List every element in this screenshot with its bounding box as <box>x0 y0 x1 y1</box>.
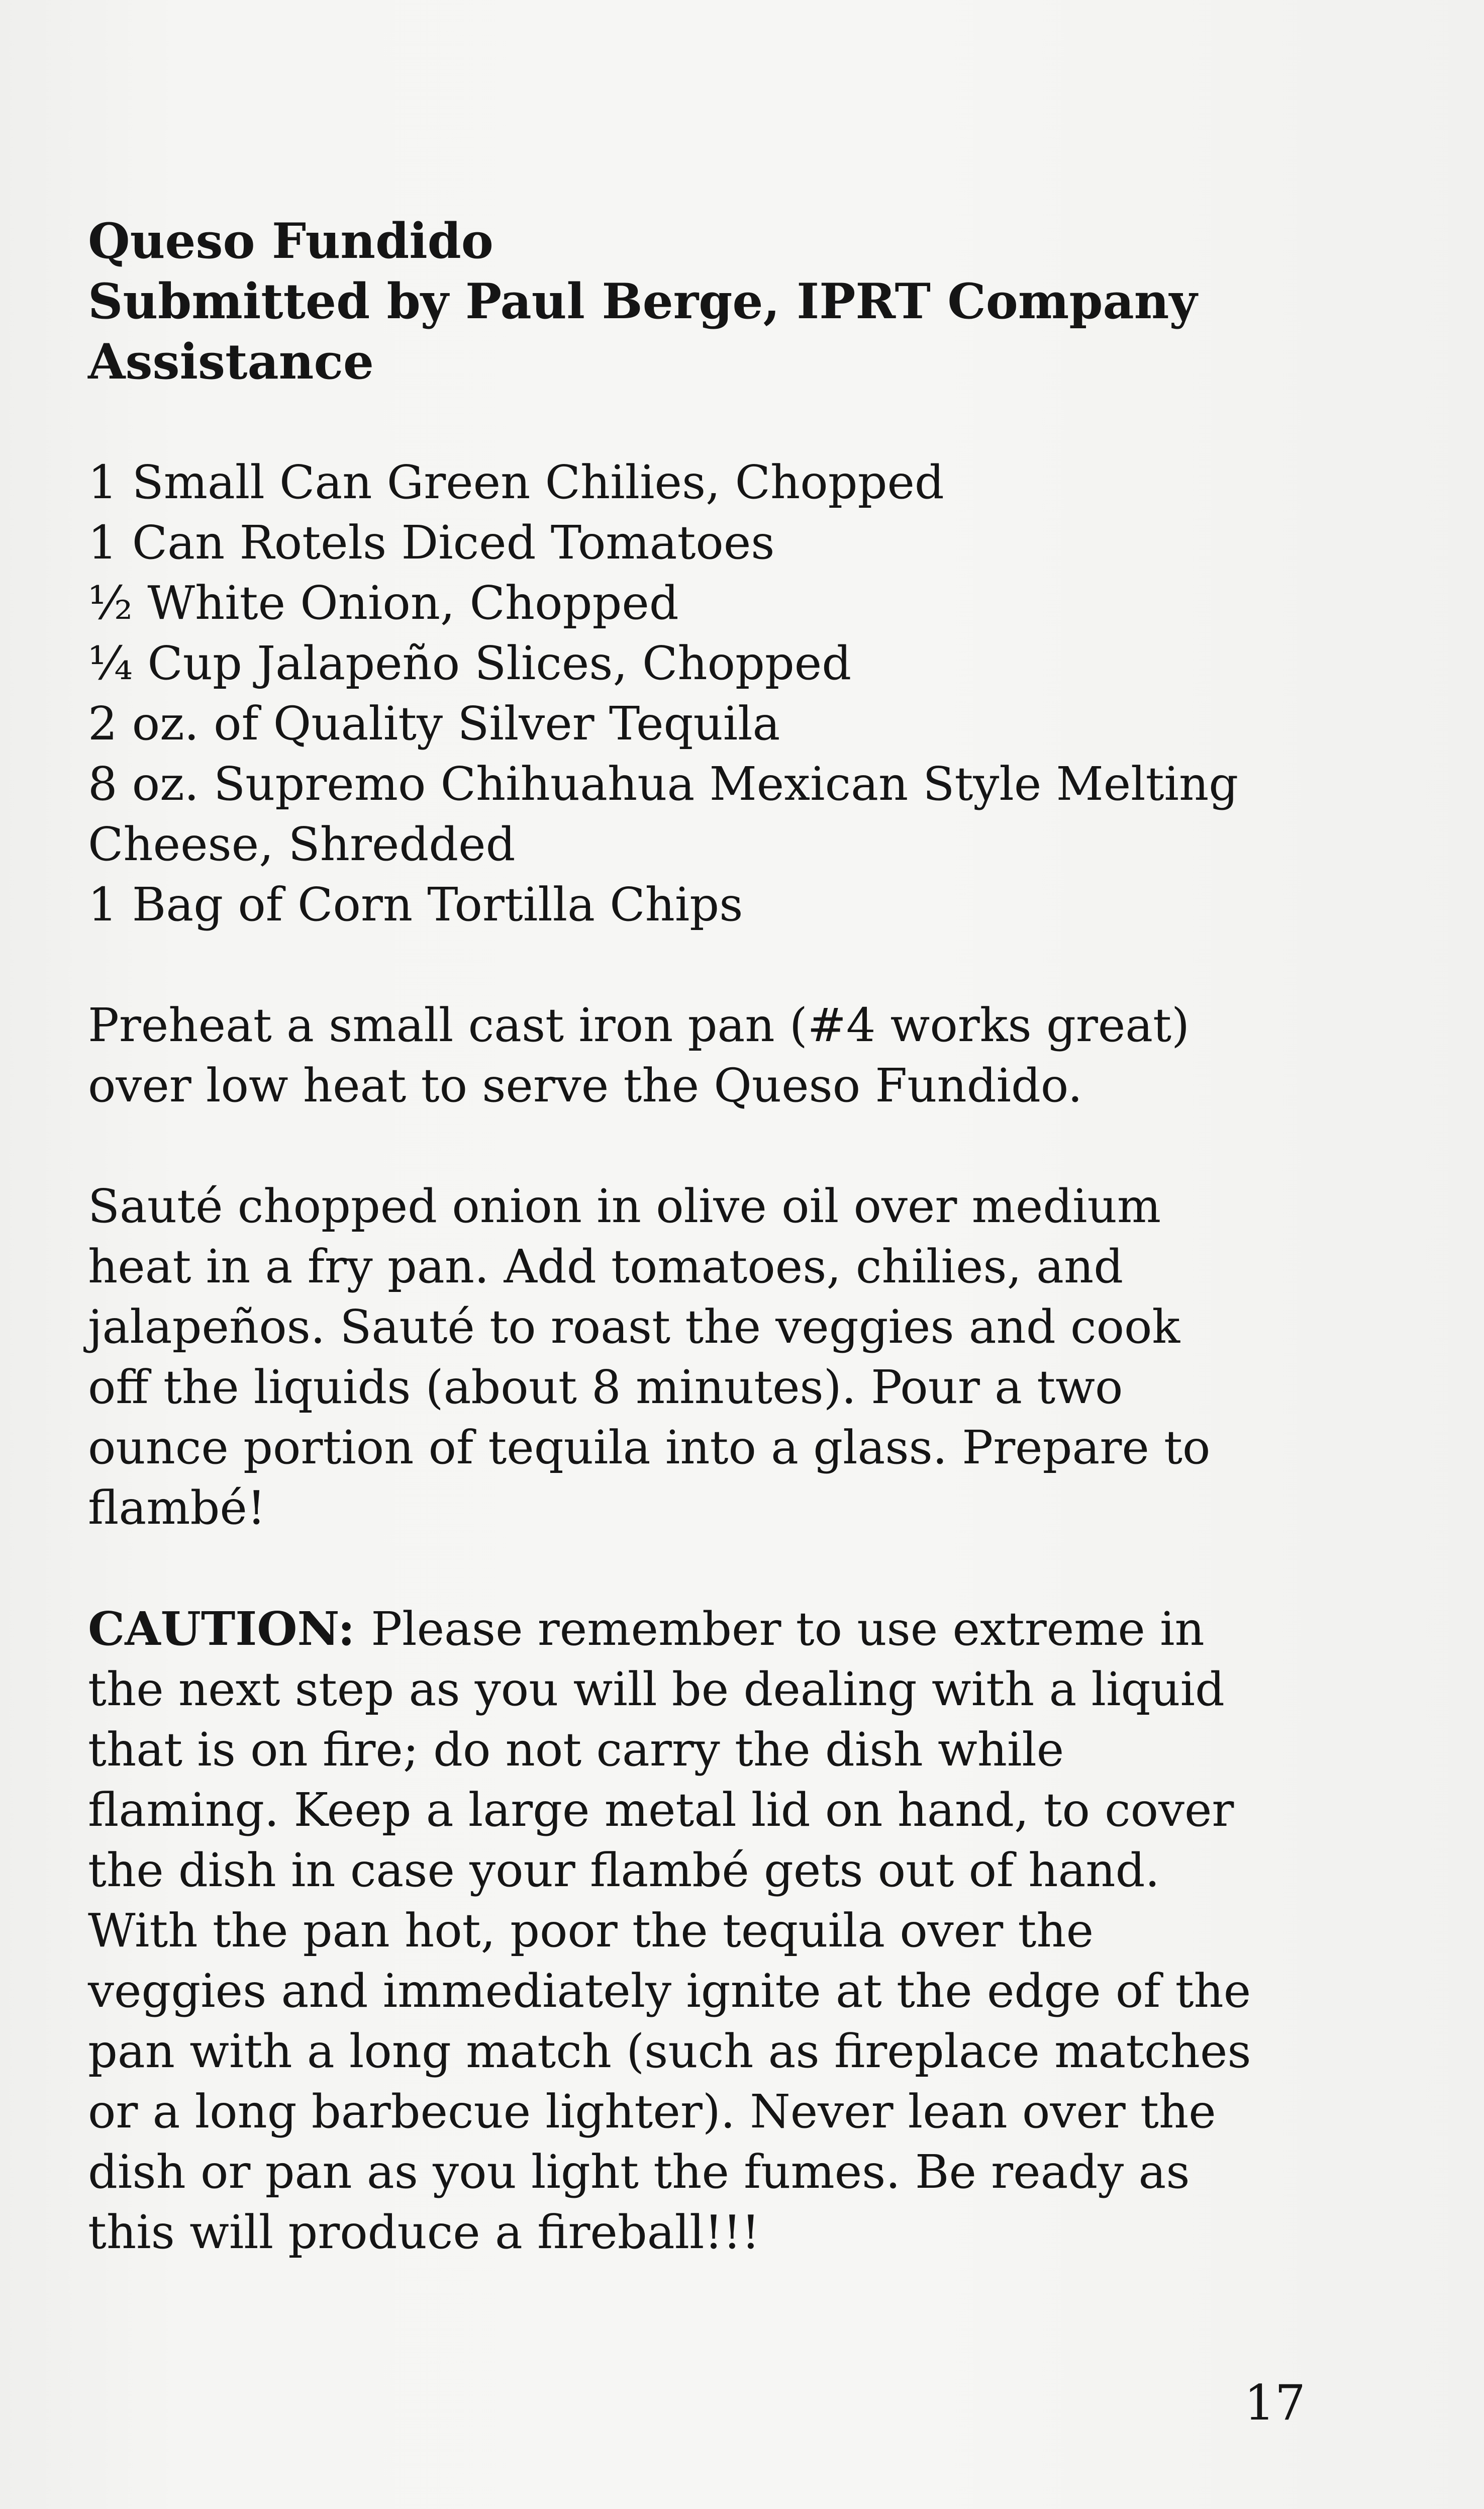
instruction-preheat: Preheat a small cast iron pan (#4 works great) over low heat to serve the Queso Fundido. <box>88 998 1190 1112</box>
caution-paragraph <box>88 1599 1254 2263</box>
page-number: 17 <box>1244 2375 1306 2431</box>
page-content <box>88 211 1254 2263</box>
ingredient-list <box>88 452 1254 935</box>
recipe-title: Queso Fundido <box>88 213 493 269</box>
caution-text: Please remember to use extreme in the next step as you will be dealing with a liquid that is on fire; do not carry the dish while flaming. Keep a large metal lid on hand, to cover the dish in case your flambé gets out of hand. With the pan hot, poor the tequila over the veggies and immediately ignite at the edge of the pan with a long match (such as fireplace matches or a long barbecue lighter). Never lean over the dish or pan as you light the fumes. Be ready as this will produce a fireball!!! <box>88 1602 1251 2259</box>
ingredient-item: 1 Bag of Corn Tortilla Chips <box>88 878 743 932</box>
caution-label: CAUTION: <box>88 1602 371 1656</box>
ingredient-item: 1 Can Rotels Diced Tomatoes <box>88 516 775 570</box>
ingredient-item: Cheese, Shredded <box>88 817 516 871</box>
submitted-by: Submitted by Paul Berge, IPRT Company <box>88 273 1198 330</box>
ingredient-item: 2 oz. of Quality Silver Tequila <box>88 697 780 751</box>
ingredient-item: ½ White Onion, Chopped <box>88 576 679 630</box>
ingredient-item: 8 oz. Supremo Chihuahua Mexican Style Melting <box>88 757 1239 811</box>
instruction-saute: Sauté chopped onion in olive oil over medium heat in a fry pan. Add tomatoes, chilies, and jalapeños. Sauté to roast the veggies and cook off the liquids (about 8 minutes). Pour a two ounce portion of tequila into a glass. Prepare to flambé! <box>88 1179 1211 1535</box>
recipe-header <box>88 211 1254 392</box>
ingredient-item: 1 Small Can Green Chilies, Chopped <box>88 455 944 509</box>
submitted-by-continued: Assistance <box>88 333 374 390</box>
ingredient-item: ¼ Cup Jalapeño Slices, Chopped <box>88 636 852 690</box>
